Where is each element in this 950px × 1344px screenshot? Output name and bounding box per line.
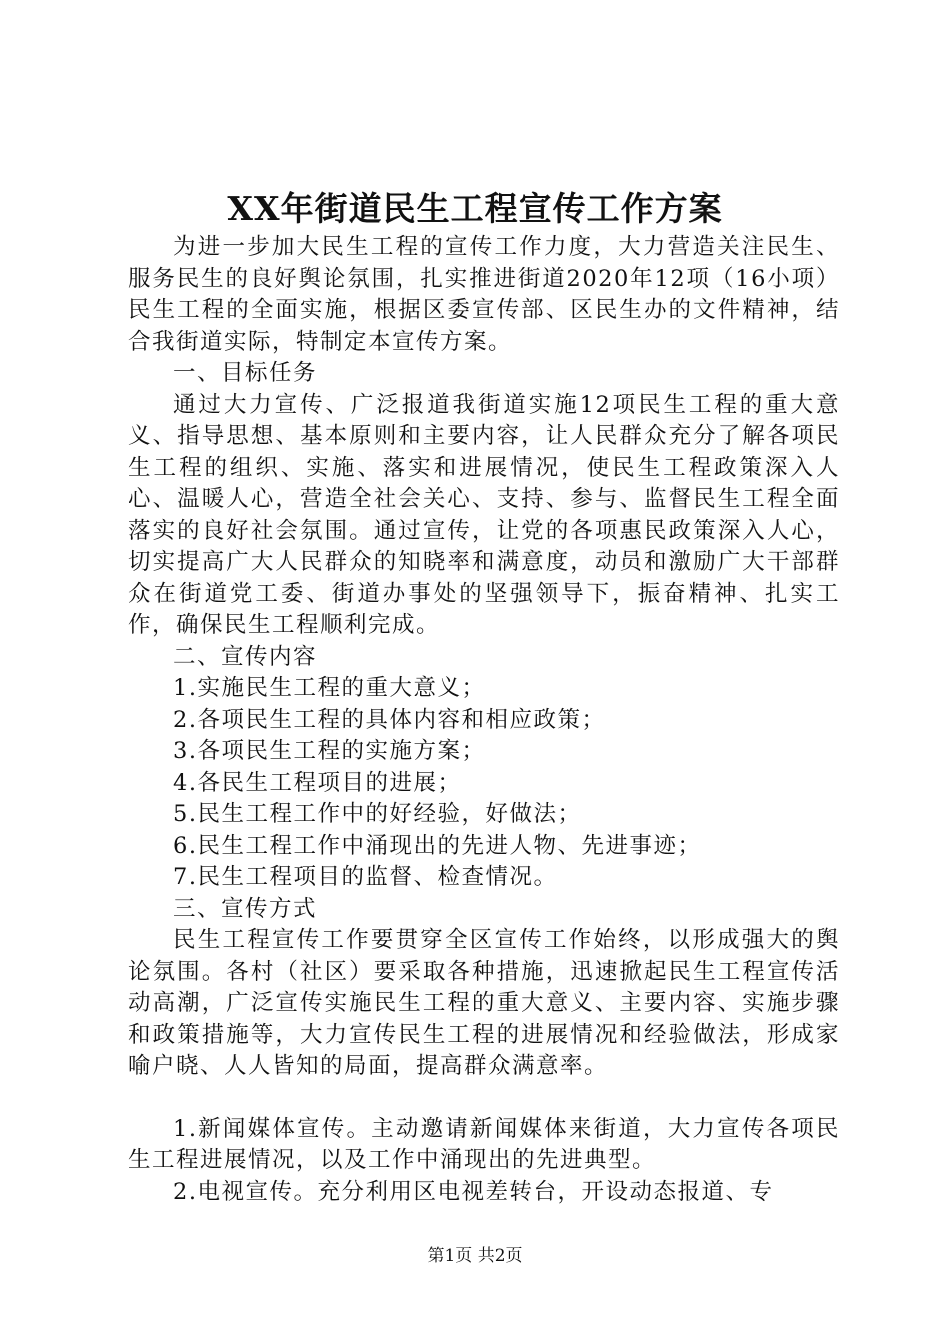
intro-paragraph: 为进一步加大民生工程的宣传工作力度，大力营造关注民生、服务民生的良好舆论氛围，扎实推进街道2020年12项（16小项）民生工程的全面实施，根据区委宣传部、区民生办的文件精神，结合我街道实际，特制定本宣传方案。 xyxy=(128,234,840,355)
page-footer: 第1页 共2页 xyxy=(427,1246,523,1266)
document-title: XX年街道民生工程宣传工作方案 xyxy=(227,189,723,228)
goals-paragraph: 通过大力宣传、广泛报道我街道实施12项民生工程的重大意义、指导思想、基本原则和主要内容，让人民群众充分了解各项民生工程的组织、实施、落实和进展情况，使民生工程政策深入人心、温暖人心，营造全社会关心、支持、参与、监督民生工程全面落实的良好社会氛围。通过宣传，让党的各项惠民政策深入人心，切实提高广大人民群众的知晓率和满意度，动员和激励广大干部群众在街道党工委、街道办事处的坚强领导下，振奋精神、扎实工作，确保民生工程顺利完成。 xyxy=(128,391,840,638)
content-list-item: 3.各项民生工程的实施方案； xyxy=(173,738,486,764)
section-heading-methods: 三、宣传方式 xyxy=(173,895,318,922)
paragraph-spacer xyxy=(128,1083,840,1114)
content-list-item: 5.民生工程工作中的好经验，好做法； xyxy=(173,801,582,827)
methods-item-media: 1.新闻媒体宣传。主动邀请新闻媒体来街道，大力宣传各项民生工程进展情况，以及工作中涌现出的先进典型。 xyxy=(128,1115,840,1173)
document-body xyxy=(128,232,840,1208)
section-heading-content: 二、宣传内容 xyxy=(173,643,318,670)
content-list-item: 4.各民生工程项目的进展； xyxy=(173,769,462,796)
content-list-item: 6.民生工程工作中涌现出的先进人物、先进事迹； xyxy=(173,832,702,859)
section-heading-goals: 一、目标任务 xyxy=(173,360,318,386)
content-list-item: 7.民生工程项目的监督、检查情况。 xyxy=(173,864,558,890)
content-list-item: 2.各项民生工程的具体内容和相应政策； xyxy=(173,706,606,733)
methods-item-tv: 2.电视宣传。充分利用区电视差转台，开设动态报道、专 xyxy=(173,1178,774,1205)
methods-paragraph: 民生工程宣传工作要贯穿全区宣传工作始终，以形成强大的舆论氛围。各村（社区）要采取各种措施，迅速掀起民生工程宣传活动高潮，广泛宣传实施民生工程的重大意义、主要内容、实施步骤和政策措施等，大力宣传民生工程的进展情况和经验做法，形成家喻户晓、人人皆知的局面，提高群众满意率。 xyxy=(128,927,840,1079)
content-list-item: 1.实施民生工程的重大意义； xyxy=(173,675,486,701)
